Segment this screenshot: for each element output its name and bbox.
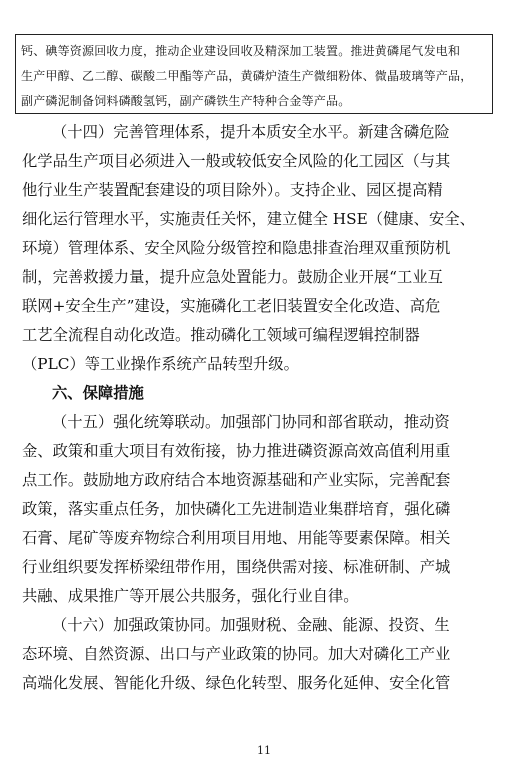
page-number: 11 [257,744,271,757]
paragraph-15 [22,408,500,611]
paragraph-line: 制，完善救援力量，提升应急处置能力。鼓励企业开展“工业互 [22,268,443,286]
paragraph-line: 环境）管理体系、安全风险分级管控和隐患排查治理双重预防机 [22,239,451,257]
paragraph-line: （PLC）等工业操作系统产品转型升级。 [22,355,299,373]
paragraph-14 [22,118,500,379]
paragraph-line: 点工作。鼓励地方政府结合本地资源基础和产业实际，完善配套 [22,471,451,489]
boxed-excerpt [15,34,493,114]
paragraph-16 [22,611,500,698]
paragraph-line: 态环境、自然资源、出口与产业政策的协同。加大对磷化工产业 [22,645,451,663]
box-line: 生产甲醇、乙二醇、碳酸二甲酯等产品，黄磷炉渣生产微细粉体、微晶玻璃等产品， [21,69,473,83]
paragraph-line: （十六）加强政策协同。加强财税、金融、能源、投资、生 [52,616,450,634]
paragraph-line: 行业组织要发挥桥梁纽带作用，围绕供需对接、标准研制、产城 [22,558,451,576]
paragraph-line: 高端化发展、智能化升级、绿色化转型、服务化延伸、安全化管 [22,674,451,692]
section-heading: 六、保障措施 [52,384,144,402]
paragraph-line: 工艺全流程自动化改造。推动磷化工领域可编程逻辑控制器 [22,326,420,344]
box-line: 副产磷泥制备饲料磷酸氢钙，副产磷铁生产特种合金等产品。 [21,94,351,108]
paragraph-line: 化学品生产项目必须进入一般或较低安全风险的化工园区（与其 [22,152,451,170]
paragraph-line: 石膏、尾矿等废弃物综合利用项目用地、用能等要素保障。相关 [22,529,451,547]
paragraph-line: 细化运行管理水平，实施责任关怀，建立健全 HSE（健康、安全、 [22,210,475,228]
paragraph-line: （十四）完善管理体系，提升本质安全水平。新建含磷危险 [52,123,450,141]
paragraph-line: 联网+安全生产”建设，实施磷化工老旧装置安全化改造、高危 [22,297,441,315]
paragraph-line: 金、政策和重大项目有效衔接，协力推进磷资源高效高值利用重 [22,442,451,460]
paragraph-line: （十五）强化统筹联动。加强部门协同和部省联动，推动资 [52,413,450,431]
paragraph-line: 政策，落实重点任务，加快磷化工先进制造业集群培育，强化磷 [22,500,451,518]
box-line: 钙、碘等资源回收力度，推动企业建设回收及精深加工装置。推进黄磷尾气发电和 [21,44,461,58]
paragraph-line: 共融、成果推广等开展公共服务，强化行业自律。 [22,587,359,605]
body-text [22,118,500,698]
paragraph-line: 他行业生产装置配套建设的项目除外）。支持企业、园区提高精 [22,181,443,199]
